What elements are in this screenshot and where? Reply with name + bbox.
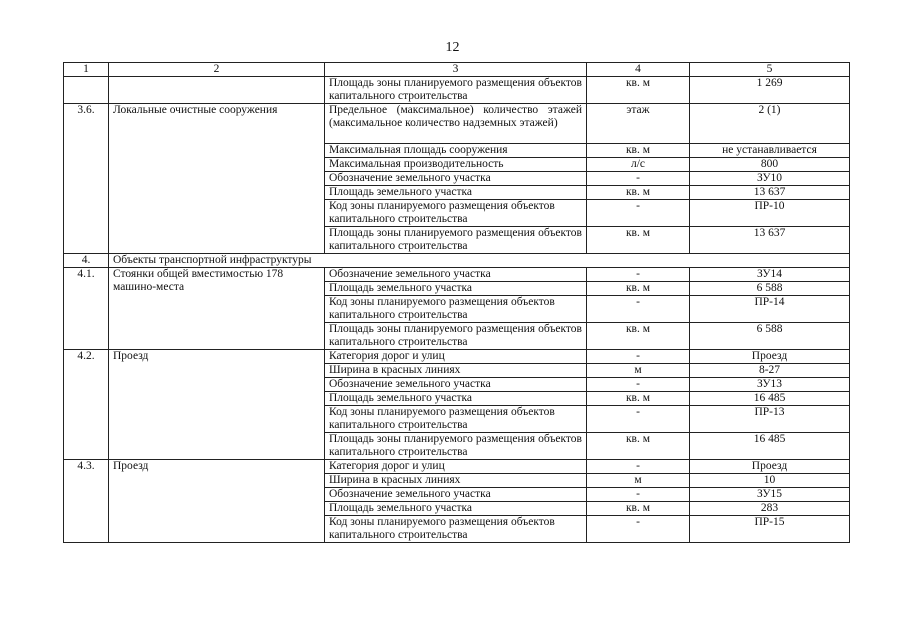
- unit-cell: -: [587, 378, 690, 392]
- value-cell: 2 (1): [690, 104, 850, 144]
- unit-cell: кв. м: [587, 144, 690, 158]
- section-title-cell: Объекты транспортной инфраструктуры: [109, 254, 850, 268]
- parameter-cell: Ширина в красных линиях: [325, 474, 587, 488]
- parameter-cell: Ширина в красных линиях: [325, 364, 587, 378]
- value-cell: 13 637: [690, 227, 850, 254]
- value-cell: 10: [690, 474, 850, 488]
- section-row: [64, 254, 850, 268]
- parameter-cell: Площадь зоны планируемого размещения объектов капитального строительства: [325, 227, 587, 254]
- column-header: 4: [587, 63, 690, 77]
- parameter-cell: Максимальная производительность: [325, 158, 587, 172]
- value-cell: Проезд: [690, 460, 850, 474]
- parameter-cell: Обозначение земельного участка: [325, 268, 587, 282]
- unit-cell: -: [587, 406, 690, 433]
- column-number-row: [64, 63, 850, 77]
- parameter-cell: Обозначение земельного участка: [325, 378, 587, 392]
- unit-cell: кв. м: [587, 282, 690, 296]
- value-cell: не устанавливается: [690, 144, 850, 158]
- unit-cell: л/с: [587, 158, 690, 172]
- column-header: 2: [109, 63, 325, 77]
- object-name-cell: Проезд: [109, 350, 325, 460]
- table-row: [64, 268, 850, 282]
- unit-cell: -: [587, 460, 690, 474]
- unit-cell: кв. м: [587, 433, 690, 460]
- parameter-cell: Площадь зоны планируемого размещения объектов капитального строительства: [325, 77, 587, 104]
- parameter-cell: Предельное (максимальное) количество этажей (максимальное количество надземных этажей): [325, 104, 587, 144]
- object-name-cell: [109, 77, 325, 104]
- parameter-cell: Код зоны планируемого размещения объектов капитального строительства: [325, 406, 587, 433]
- unit-cell: кв. м: [587, 502, 690, 516]
- row-number-cell: 4.3.: [64, 460, 109, 543]
- parameter-cell: Максимальная площадь сооружения: [325, 144, 587, 158]
- parameter-cell: Площадь земельного участка: [325, 392, 587, 406]
- row-number-cell: [64, 77, 109, 104]
- parameter-cell: Площадь земельного участка: [325, 186, 587, 200]
- table-row: [64, 350, 850, 364]
- parameter-cell: Обозначение земельного участка: [325, 488, 587, 502]
- parameter-cell: Площадь земельного участка: [325, 502, 587, 516]
- parameter-cell: Обозначение земельного участка: [325, 172, 587, 186]
- unit-cell: -: [587, 350, 690, 364]
- value-cell: ЗУ13: [690, 378, 850, 392]
- page-number: 12: [445, 40, 460, 55]
- unit-cell: -: [587, 516, 690, 543]
- column-header: 5: [690, 63, 850, 77]
- parameters-table: [63, 62, 850, 543]
- value-cell: ЗУ15: [690, 488, 850, 502]
- value-cell: 800: [690, 158, 850, 172]
- column-header: 3: [325, 63, 587, 77]
- value-cell: 16 485: [690, 433, 850, 460]
- value-cell: ЗУ14: [690, 268, 850, 282]
- unit-cell: кв. м: [587, 323, 690, 350]
- unit-cell: -: [587, 172, 690, 186]
- table-row: [64, 460, 850, 474]
- unit-cell: -: [587, 268, 690, 282]
- parameter-cell: Код зоны планируемого размещения объектов капитального строительства: [325, 296, 587, 323]
- value-cell: ПР-10: [690, 200, 850, 227]
- column-header: 1: [64, 63, 109, 77]
- unit-cell: этаж: [587, 104, 690, 144]
- unit-cell: -: [587, 296, 690, 323]
- parameter-cell: Категория дорог и улиц: [325, 460, 587, 474]
- value-cell: ПР-14: [690, 296, 850, 323]
- value-cell: ПР-13: [690, 406, 850, 433]
- table-row: [64, 104, 850, 144]
- value-cell: 13 637: [690, 186, 850, 200]
- row-number-cell: 4.1.: [64, 268, 109, 350]
- row-number-cell: 4.: [64, 254, 109, 268]
- unit-cell: -: [587, 200, 690, 227]
- value-cell: ЗУ10: [690, 172, 850, 186]
- object-name-cell: Локальные очистные сооружения: [109, 104, 325, 254]
- value-cell: 283: [690, 502, 850, 516]
- object-name-cell: Стоянки общей вместимостью 178 машино-места: [109, 268, 325, 350]
- object-name-cell: Проезд: [109, 460, 325, 543]
- row-number-cell: 4.2.: [64, 350, 109, 460]
- parameter-cell: Площадь земельного участка: [325, 282, 587, 296]
- unit-cell: кв. м: [587, 77, 690, 104]
- parameter-cell: Код зоны планируемого размещения объектов капитального строительства: [325, 516, 587, 543]
- unit-cell: -: [587, 488, 690, 502]
- unit-cell: м: [587, 474, 690, 488]
- parameter-cell: Категория дорог и улиц: [325, 350, 587, 364]
- value-cell: Проезд: [690, 350, 850, 364]
- value-cell: 8-27: [690, 364, 850, 378]
- parameter-cell: Площадь зоны планируемого размещения объектов капитального строительства: [325, 433, 587, 460]
- value-cell: 6 588: [690, 323, 850, 350]
- value-cell: 6 588: [690, 282, 850, 296]
- table-row: [64, 77, 850, 104]
- unit-cell: кв. м: [587, 227, 690, 254]
- value-cell: 16 485: [690, 392, 850, 406]
- row-number-cell: 3.6.: [64, 104, 109, 254]
- unit-cell: кв. м: [587, 392, 690, 406]
- parameter-cell: Площадь зоны планируемого размещения объектов капитального строительства: [325, 323, 587, 350]
- value-cell: 1 269: [690, 77, 850, 104]
- unit-cell: кв. м: [587, 186, 690, 200]
- value-cell: ПР-15: [690, 516, 850, 543]
- parameter-cell: Код зоны планируемого размещения объектов капитального строительства: [325, 200, 587, 227]
- unit-cell: м: [587, 364, 690, 378]
